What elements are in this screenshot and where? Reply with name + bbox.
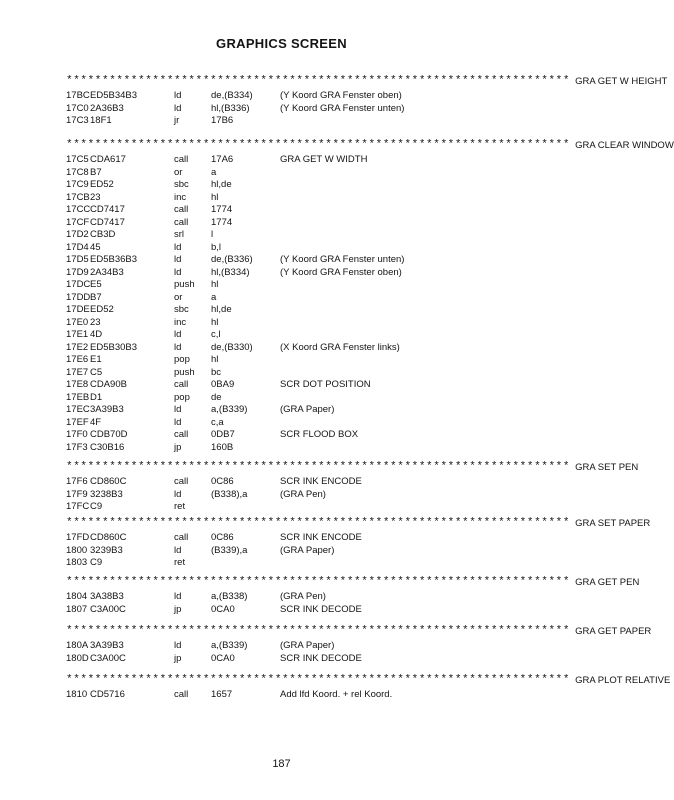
address: 17C3 [66,115,89,126]
opcode-bytes: CDA617 [90,154,126,165]
mnemonic: ret [174,501,186,512]
section-separator [66,138,674,152]
opcode-bytes: ED5B30B3 [90,341,138,353]
code-line [66,428,506,441]
code-line [66,366,506,379]
operand: hl,de [211,179,232,190]
operand: hl [211,316,219,328]
comment: (GRA Paper) [280,640,335,651]
opcode-bytes: ED5B36B3 [90,254,138,265]
section-heading: GRA CLEAR WINDOW [575,139,674,151]
code-line [66,639,506,652]
operand: (B339),a [211,544,248,556]
address: 17CC [66,204,91,215]
address: 17D2 [66,229,89,240]
operand: 0CA0 [211,652,235,664]
code-line [66,228,506,241]
separator-stars: ********************************************************************** [66,625,571,637]
operand: 0C86 [211,532,234,543]
operand: 17B6 [211,115,234,126]
code-line [66,253,506,266]
code-line [66,531,506,544]
operand: de,(B330) [211,341,253,353]
mnemonic: ld [174,241,182,253]
mnemonic: call [174,204,189,215]
opcode-bytes: C3A00C [90,652,126,664]
operand: 1774 [211,216,233,228]
mnemonic: ld [174,640,182,651]
comment: (Y Koord GRA Fenster oben) [280,266,402,278]
opcode-bytes: 4D [90,329,103,340]
section-heading: GRA GET PAPER [575,625,652,637]
address: 17FC [66,501,90,512]
comment: (Y Koord GRA Fenster unten) [280,102,405,114]
code-line [66,191,506,204]
opcode-bytes: CDA90B [90,379,127,390]
code-line [66,475,506,488]
address: 1807 [66,603,88,615]
operand: a,(B338) [211,591,248,602]
operand: de,(B336) [211,254,253,265]
section-separator [66,74,668,88]
opcode-bytes: 45 [90,241,101,253]
mnemonic: call [174,429,189,440]
separator-stars: ********************************************************************** [66,517,571,529]
operand: hl,(B334) [211,266,250,278]
operand: (B338),a [211,488,248,500]
opcode-bytes: C30B16 [90,441,125,453]
section-heading: GRA GET PEN [575,576,640,588]
operand: bc [211,366,222,378]
opcode-bytes: 3A39B3 [90,404,124,415]
address: 17D4 [66,241,89,253]
section-separator [66,516,651,530]
mnemonic: ld [174,591,182,602]
code-line [66,266,506,279]
operand: 0BA9 [211,379,235,390]
mnemonic: inc [174,191,187,203]
opcode-bytes: CD5716 [90,689,125,700]
operand: 0CA0 [211,603,235,615]
code-line [66,688,506,701]
opcode-bytes: 3A38B3 [90,591,124,602]
code-line [66,166,506,179]
address: 17F3 [66,441,88,453]
address: 17E0 [66,316,89,328]
opcode-bytes: D1 [90,391,103,403]
address: 17CB [66,191,90,203]
opcode-bytes: 4F [90,416,102,428]
code-line [66,203,506,216]
operand: hl [211,279,219,290]
operand: hl [211,191,219,203]
operand: 0C86 [211,476,234,487]
code-line [66,603,506,616]
address: 1800 [66,544,88,556]
mnemonic: call [174,476,189,487]
comment: GRA GET W WIDTH [280,154,368,165]
section-separator [66,575,640,589]
section-heading: GRA GET W HEIGHT [575,75,668,87]
page-title: GRAPHICS SCREEN [216,36,347,51]
opcode-bytes: CD860C [90,476,127,487]
code-line [66,544,506,557]
mnemonic: ld [174,488,182,500]
address: 17E1 [66,329,89,340]
section-heading: GRA SET PAPER [575,517,651,529]
comment: SCR INK ENCODE [280,476,362,487]
opcode-bytes: C9 [90,501,103,512]
code-line [66,216,506,229]
opcode-bytes: 18F1 [90,115,112,126]
operand: 17A6 [211,154,234,165]
code-line [66,89,506,102]
mnemonic: ld [174,266,182,278]
address: 1810 [66,689,88,700]
address: 1804 [66,591,88,602]
comment: (X Koord GRA Fenster links) [280,341,400,353]
comment: SCR INK DECODE [280,603,362,615]
mnemonic: jp [174,652,182,664]
address: 17EB [66,391,90,403]
opcode-bytes: CD860C [90,532,127,543]
mnemonic: call [174,689,189,700]
opcode-bytes: B7 [90,166,102,178]
mnemonic: push [174,366,195,378]
mnemonic: jp [174,603,182,615]
address: 17E6 [66,354,89,365]
mnemonic: ld [174,404,182,415]
code-line [66,441,506,454]
code-line [66,353,506,366]
opcode-bytes: ED52 [90,304,114,315]
section-separator [66,460,639,474]
operand: a [211,166,217,178]
mnemonic: ld [174,329,182,340]
address: 17CF [66,216,90,228]
comment: (GRA Pen) [280,488,326,500]
opcode-bytes: B7 [90,291,102,303]
operand: l [211,229,214,240]
operand: hl [211,354,219,365]
address: 1803 [66,557,88,568]
separator-stars: ********************************************************************** [66,461,571,473]
opcode-bytes: ED5B34B3 [90,90,138,101]
address: 17D9 [66,266,89,278]
opcode-bytes: 3239B3 [90,544,123,556]
opcode-bytes: CD7417 [90,204,125,215]
mnemonic: srl [174,229,185,240]
address: 17DD [66,291,91,303]
address: 17F9 [66,488,88,500]
address: 17E7 [66,366,89,378]
code-line [66,316,506,329]
code-line [66,303,506,316]
mnemonic: call [174,216,189,228]
address: 17C5 [66,154,89,165]
address: 17E2 [66,341,89,353]
opcode-bytes: 3A39B3 [90,640,124,651]
separator-stars: ********************************************************************** [66,674,571,686]
comment: SCR FLOOD BOX [280,429,359,440]
mnemonic: call [174,532,189,543]
separator-stars: ********************************************************************** [66,576,571,588]
address: 17F6 [66,476,88,487]
operand: 1774 [211,204,233,215]
address: 17DC [66,279,91,290]
address: 17EF [66,416,89,428]
mnemonic: push [174,279,195,290]
operand: hl,(B336) [211,102,250,114]
operand: de,(B334) [211,90,253,101]
mnemonic: inc [174,316,187,328]
opcode-bytes: E1 [90,354,102,365]
section-separator [66,624,652,638]
code-line [66,341,506,354]
opcode-bytes: C9 [90,557,103,568]
mnemonic: pop [174,391,190,403]
opcode-bytes: CB3D [90,229,116,240]
code-line [66,291,506,304]
comment: (GRA Paper) [280,404,335,415]
opcode-bytes: 2A34B3 [90,266,124,278]
code-line [66,652,506,665]
section-separator [66,673,671,687]
operand: de [211,391,222,403]
code-line [66,556,506,569]
mnemonic: ld [174,544,182,556]
address: 17DE [66,304,90,315]
operand: 0DB7 [211,429,235,440]
comment: SCR DOT POSITION [280,379,371,390]
operand: c,l [211,329,221,340]
operand: 160B [211,441,234,453]
opcode-bytes: E5 [90,279,102,290]
address: 180D [66,652,89,664]
page-number: 187 [272,758,291,770]
mnemonic: call [174,154,189,165]
comment: (Y Koord GRA Fenster unten) [280,254,405,265]
address: 17C0 [66,102,89,114]
code-line [66,153,506,166]
address: 17C8 [66,166,89,178]
opcode-bytes: CD7417 [90,216,125,228]
opcode-bytes: 23 [90,191,101,203]
code-line [66,488,506,501]
comment: SCR INK DECODE [280,652,362,664]
mnemonic: ld [174,341,182,353]
mnemonic: sbc [174,179,189,190]
code-line [66,114,506,127]
code-line [66,102,506,115]
opcode-bytes: 23 [90,316,101,328]
mnemonic: jr [174,115,180,126]
opcode-bytes: 3238B3 [90,488,123,500]
operand: b,l [211,241,222,253]
code-line [66,178,506,191]
operand: a,(B339) [211,404,248,415]
opcode-bytes: C5 [90,366,103,378]
comment: (GRA Pen) [280,591,326,602]
code-line [66,391,506,404]
code-line [66,500,506,513]
address: 17EC [66,404,90,415]
operand: hl,de [211,304,232,315]
comment: (Y Koord GRA Fenster oben) [280,90,402,101]
operand: c,a [211,416,224,428]
mnemonic: ld [174,102,182,114]
code-line [66,416,506,429]
operand: a [211,291,217,303]
code-line [66,378,506,391]
opcode-bytes: 2A36B3 [90,102,124,114]
mnemonic: sbc [174,304,189,315]
mnemonic: ret [174,557,186,568]
comment: Add lfd Koord. + rel Koord. [280,689,393,700]
address: 17F0 [66,429,88,440]
mnemonic: ld [174,90,182,101]
separator-stars: ********************************************************************** [66,75,571,87]
address: 17E8 [66,379,89,390]
address: 180A [66,640,89,651]
opcode-bytes: CDB70D [90,429,128,440]
address: 17C9 [66,179,89,190]
address: 17FD [66,532,90,543]
mnemonic: or [174,166,183,178]
section-heading: GRA PLOT RELATIVE [575,674,671,686]
code-line [66,278,506,291]
code-line [66,403,506,416]
section-heading: GRA SET PEN [575,461,639,473]
code-line [66,328,506,341]
comment: SCR INK ENCODE [280,532,362,543]
mnemonic: pop [174,354,190,365]
comment: (GRA Paper) [280,544,335,556]
mnemonic: call [174,379,189,390]
code-line [66,241,506,254]
operand: 1657 [211,689,233,700]
mnemonic: ld [174,416,182,428]
code-line [66,590,506,603]
mnemonic: or [174,291,183,303]
mnemonic: ld [174,254,182,265]
operand: a,(B339) [211,640,248,651]
separator-stars: ********************************************************************** [66,139,571,151]
mnemonic: jp [174,441,182,453]
address: 17D5 [66,254,89,265]
opcode-bytes: C3A00C [90,603,126,615]
opcode-bytes: ED52 [90,179,114,190]
address: 17BC [66,90,90,101]
